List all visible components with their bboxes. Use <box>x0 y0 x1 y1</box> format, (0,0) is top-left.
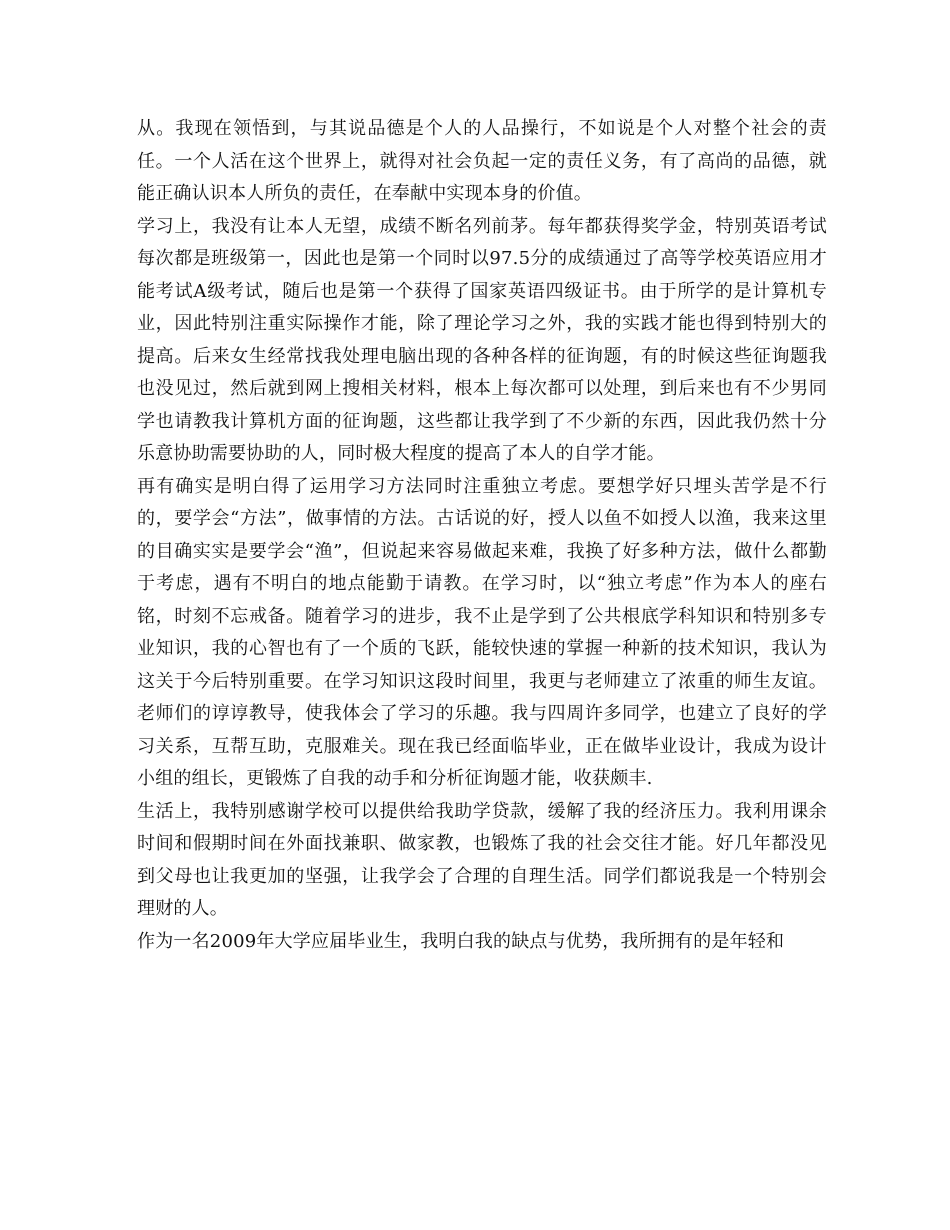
document-body <box>137 113 827 958</box>
paragraph-study: 学习上，我没有让本人无望，成绩不断名列前茅。每年都获得奖学金，特别英语考试每次都是班级第一，因此也是第一个同时以97.5分的成绩通过了高等学校英语应用才能考试A级考试，随后也是第一个获得了国家英语四级证书。由于所学的是计算机专业，因此特别注重实际操作才能，除了理论学习之外，我的实践才能也得到特别大的提高。后来女生经常找我处理电脑出现的各种各样的征询题，有的时候这些征询题我也没见过，然后就到网上搜相关材料，根本上每次都可以处理，到后来也有不少男同学也请教我计算机方面的征询题，这些都让我学到了不少新的东西，因此我仍然十分乐意协助需要协助的人，同时极大程度的提高了本人的自学才能。 <box>137 215 827 464</box>
paragraph-graduate: 作为一名2009年大学应届毕业生，我明白我的缺点与优势，我所拥有的是年轻和 <box>137 930 785 952</box>
paragraph-method: 再有确实是明白得了运用学习方法同时注重独立考虑。要想学好只埋头苦学是不行的，要学会“方法”，做事情的方法。古话说的好，授人以鱼不如授人以渔，我来这里的目确实实是要学会“渔”，但说起来容易做起来难，我换了好多种方法，做什么都勤于考虑，遇有不明白的地点能勤于请教。在学习时，以“独立考虑”作为本人的座右铭，时刻不忘戒备。随着学习的进步，我不止是学到了公共根底学科知识和特别多专业知识，我的心智也有了一个质的飞跃，能较快速的掌握一种新的技术知识，我认为这关于今后特别重要。在学习知识这段时间里，我更与老师建立了浓重的师生友谊。老师们的谆谆教导，使我体会了学习的乐趣。我与四周许多同学，也建立了良好的学习关系，互帮互助，克服难关。现在我已经面临毕业，正在做毕业设计，我成为设计小组的组长，更锻炼了自我的动手和分析征询题才能，收获颇丰. <box>137 475 827 789</box>
paragraph-life: 生活上，我特别感谢学校可以提供给我助学贷款，缓解了我的经济压力。我利用课余时间和假期时间在外面找兼职、做家教，也锻炼了我的社会交往才能。好几年都没见到父母也让我更加的坚强，让我学会了合理的自理生活。同学们都说我是一个特别会理财的人。 <box>137 800 827 919</box>
paragraph-character: 从。我现在领悟到，与其说品德是个人的人品操行，不如说是个人对整个社会的责任。一个人活在这个世界上，就得对社会负起一定的责任义务，有了高尚的品德，就能正确认识本人所负的责任，在奉献中实现本身的价值。 <box>137 118 827 204</box>
